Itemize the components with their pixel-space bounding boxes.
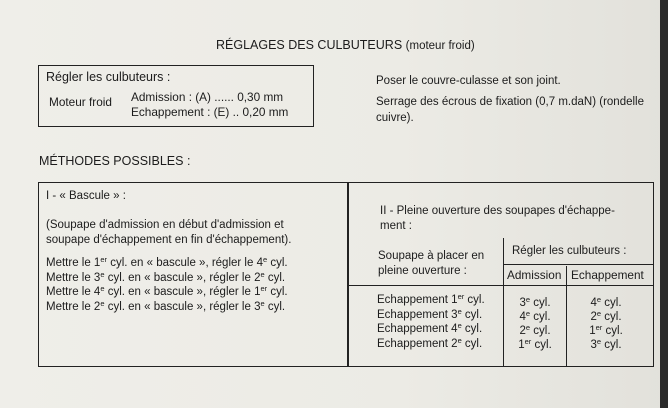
valve-position-header: Soupape à placer en pleine ouverture :: [378, 250, 485, 277]
subheader-rule: [348, 285, 654, 286]
page-edge-shadow: [660, 0, 668, 408]
admission-value: 4e cyl.: [519, 309, 551, 323]
admission-value: 3e cyl.: [519, 295, 551, 309]
methods-divider: [347, 182, 349, 367]
exhaust-value: 2e cyl.: [590, 309, 622, 323]
exhaust-value: 1er cyl.: [589, 323, 623, 337]
method1-description: (Soupape d'admission en début d'admission et soupape d'échappement en fin d'échappement).: [46, 219, 292, 246]
method1-step: Mettre le 2e cyl. en « bascule », régler le 3e cyl.: [46, 298, 286, 313]
method1-step: Mettre le 1er cyl. en « bascule », régler le 4e cyl.: [46, 255, 288, 269]
engine-state-label: Moteur froid: [49, 95, 112, 109]
valve-row: Echappement 3e cyl.: [377, 306, 483, 321]
admission-setting: Admission : (A) ...... 0,30 mm: [131, 90, 284, 104]
adjust-column-divider: [566, 266, 567, 367]
admission-value: 2e cyl.: [519, 323, 551, 337]
header-rule: [503, 264, 653, 265]
exhaust-value: 4e cyl.: [590, 295, 622, 309]
method1-step: Mettre le 3e cyl. en « bascule », régler le 2e cyl.: [46, 269, 286, 284]
method1-steps: [46, 256, 288, 314]
method1-title: I - « Bascule » :: [46, 190, 126, 202]
admission-column-header: Admission: [507, 268, 562, 282]
document-title: RÉGLAGES DES CULBUTEURS (moteur froid): [216, 38, 475, 52]
admission-values: [504, 296, 566, 352]
method2-title: II - Pleine ouverture des soupapes d'échappe- ment :: [380, 205, 615, 232]
methods-heading: MÉTHODES POSSIBLES :: [39, 154, 191, 168]
torque-instruction: Serrage des écrous de fixation (0,7 m.daN) (rondelle cuivre).: [376, 96, 644, 124]
valve-list: [377, 293, 485, 351]
exhaust-column-header: Echappement: [571, 268, 644, 282]
cover-instruction: Poser le couvre-culasse et son joint.: [376, 75, 561, 87]
adjust-header: Régler les culbuteurs :: [512, 245, 627, 257]
valve-row: Echappement 4e cyl.: [377, 321, 483, 335]
method1-step: Mettre le 4e cyl. en « bascule », régler le 1er cyl.: [46, 284, 288, 298]
exhaust-setting: Echappement : (E) .. 0,20 mm: [131, 105, 289, 119]
valve-row: Echappement 2e cyl.: [377, 335, 483, 350]
exhaust-values: [568, 296, 644, 352]
exhaust-value: 3e cyl.: [590, 337, 622, 351]
settings-box-heading: Régler les culbuteurs :: [46, 70, 171, 84]
admission-value: 1er cyl.: [518, 337, 552, 351]
valve-row: Echappement 1er cyl.: [377, 292, 485, 306]
